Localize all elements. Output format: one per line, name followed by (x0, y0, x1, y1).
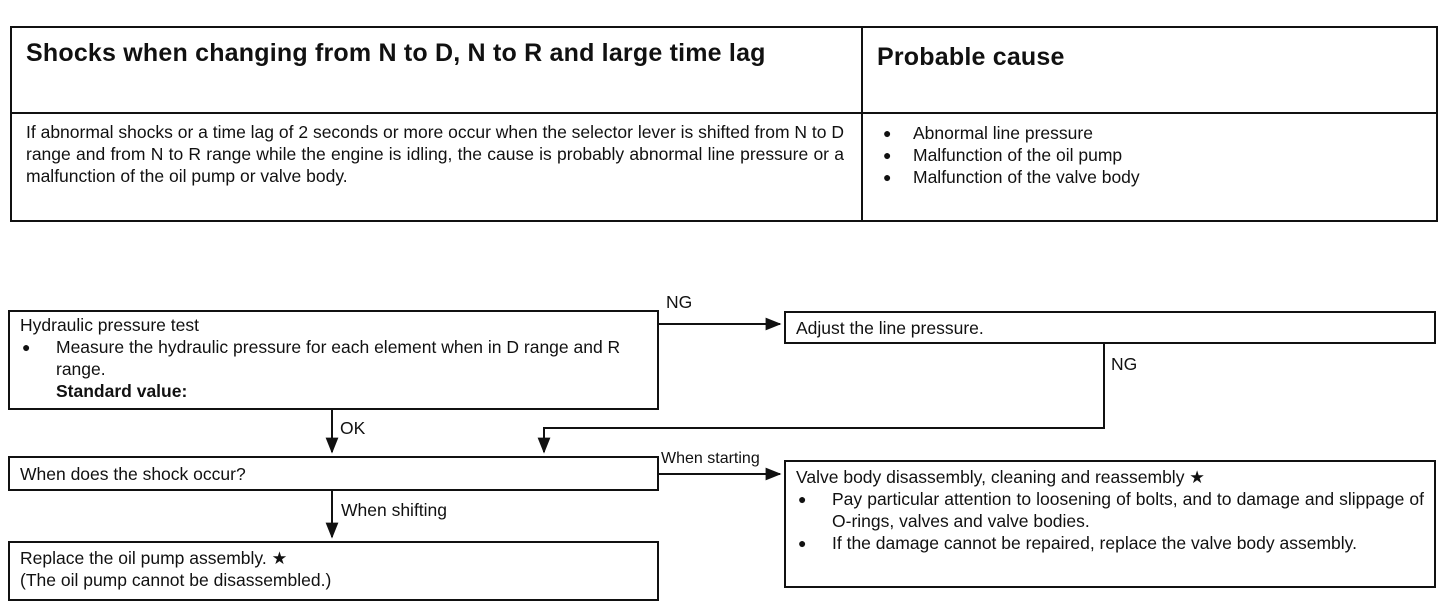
cause-item: ● Malfunction of the valve body (877, 166, 1417, 188)
symptom-heading: Shocks when changing from N to D, N to R and large time lag (26, 39, 766, 67)
shock-timing-text: When does the shock occur? (20, 464, 246, 484)
replace-oil-pump-text: Replace the oil pump assembly. ★ (20, 548, 288, 568)
ng-label-top: NG (666, 292, 693, 312)
hydraulic-test-list (20, 336, 647, 402)
ng-label-right: NG (1111, 354, 1138, 374)
hydraulic-test-title: Hydraulic pressure test (20, 315, 199, 335)
when-starting-label: When starting (661, 450, 760, 467)
valve-body-bullet: ● If the damage cannot be repaired, replace the valve body assembly. (796, 532, 1424, 554)
standard-value-label: Standard value: (56, 381, 188, 401)
when-shifting-label: When shifting (341, 500, 448, 520)
valve-body-title: Valve body disassembly, cleaning and reassembly ★ (796, 467, 1205, 487)
symptom-description: If abnormal shocks or a time lag of 2 seconds or more occur when the selector lever is shifted from N to D range and from N to R range while the engine is idling, the cause is probably abnormal line pressure or a malfunction of the oil pump or valve body. (26, 122, 844, 186)
valve-body-list (796, 488, 1424, 554)
adjust-line-pressure-box (784, 311, 1436, 344)
probable-cause-heading: Probable cause (877, 43, 1065, 71)
cause-item: ● Abnormal line pressure (877, 122, 1417, 144)
oil-pump-note: (The oil pump cannot be disassembled.) (20, 570, 332, 590)
shock-timing-box (8, 456, 659, 491)
cause-item: ● Malfunction of the oil pump (877, 144, 1417, 166)
hydraulic-test-box (8, 310, 659, 410)
replace-oil-pump-box (8, 541, 659, 601)
valve-body-box (784, 460, 1436, 588)
hydraulic-test-bullet (20, 336, 647, 402)
hydraulic-test-text: Measure the hydraulic pressure for each element when in D range and R range. (56, 337, 621, 379)
ok-label: OK (340, 418, 366, 438)
adjust-line-pressure-text: Adjust the line pressure. (796, 318, 984, 338)
valve-body-bullet: ● Pay particular attention to loosening of bolts, and to damage and slippage of O-rings, valves and valve bodies. (796, 488, 1424, 532)
